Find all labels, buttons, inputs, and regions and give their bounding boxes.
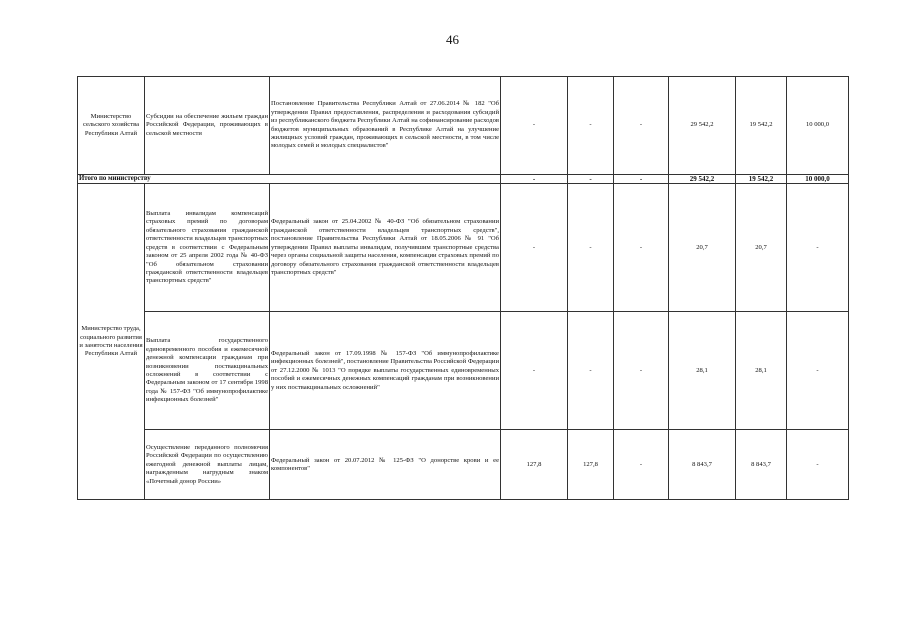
value-cell: - [787,184,849,312]
table-row [78,77,849,175]
value-cell: 10 000,0 [787,77,849,175]
value-cell: - [568,312,614,430]
value-cell: - [501,312,568,430]
ministry-cell: Министерство труда, социального развития и занятости населения Республики Алтай [78,184,145,500]
total-value: 29 542,2 [669,175,736,184]
total-value: - [614,175,669,184]
total-value: - [501,175,568,184]
table-row [78,184,849,312]
value-cell: - [568,184,614,312]
total-value: 19 542,2 [736,175,787,184]
subsidy-cell: Субсидии на обеспечение жильем граждан Российской Федерации, проживающих в сельской местности [145,77,270,175]
value-cell: - [614,77,669,175]
table-row [78,430,849,500]
total-label: Итого по министерству [78,175,501,184]
page-number: 46 [446,32,459,47]
value-cell: - [501,77,568,175]
value-cell: 20,7 [736,184,787,312]
ministry-cell: Министерство сельского хозяйства Республики Алтай [78,77,145,175]
value-cell: 8 843,7 [736,430,787,500]
value-cell: 28,1 [736,312,787,430]
legal-basis-cell: Федеральный закон от 20.07.2012 № 125-ФЗ "О донорстве крови и ее компонентов" [270,430,501,500]
value-cell: - [614,184,669,312]
value-cell: - [614,312,669,430]
value-cell: 127,8 [568,430,614,500]
legal-basis-cell: Федеральный закон от 25.04.2002 № 40-ФЗ "Об обязательном страховании гражданской ответственности владельцев транспортных средств", постановление Правительства Республики Алтай от 18.05.2006 № 91 "Об утверждении Правил выплаты инвалидам, получившим транспортные средства через органы социальной защиты населения, компенсации страховых премий по договору обязательного страхования гражданской ответственности владельцев транспортных средств" [270,184,501,312]
value-cell: 20,7 [669,184,736,312]
value-cell: 127,8 [501,430,568,500]
legal-basis-cell: Постановление Правительства Республики Алтай от 27.06.2014 № 182 "Об утверждении Правил предоставления, распределения и расходования субсидий из республиканского бюджета Республики Алтай на софинансирование расходов бюджетов муниципальных образований в Республике Алтай на улучшение жилищных условий граждан, проживающих в сельской местности, в том числе молодых семей и молодых специалистов" [270,77,501,175]
value-cell: - [568,77,614,175]
value-cell: - [787,430,849,500]
total-value: - [568,175,614,184]
value-cell: - [501,184,568,312]
value-cell: 28,1 [669,312,736,430]
value-cell: 19 542,2 [736,77,787,175]
value-cell: 29 542,2 [669,77,736,175]
total-row [78,175,849,184]
value-cell: 8 843,7 [669,430,736,500]
subsidy-cell: Выплата инвалидам компенсаций страховых премий по договорам обязательного страхования гражданской ответственности владельцев транспортных средств в соответствии с Федеральным законом от 25 апреля 2002 года № 40-ФЗ "Об обязательном страховании гражданской ответственности владельцев транспортных средств" [145,184,270,312]
total-value: 10 000,0 [787,175,849,184]
value-cell: - [787,312,849,430]
table-row [78,312,849,430]
subsidy-cell: Осуществление переданного полномочия Российской Федерации по осуществлению ежегодной денежной выплаты лицам, награжденным нагрудным знаком «Почетный донор России» [145,430,270,500]
subsidies-table [77,76,849,500]
subsidy-cell: Выплата государственного единовременного пособия и ежемесячной денежной компенсации гражданам при возникновении поствакцинальных осложнений в соответствии с Федеральным законом от 17 сентября 1998 года № 157-ФЗ "Об иммунопрофилактике инфекционных болезней" [145,312,270,430]
legal-basis-cell: Федеральный закон от 17.09.1998 № 157-ФЗ "Об иммунопрофилактике инфекционных болезней", постановление Правительства Российской Федерации от 27.12.2000 № 1013 "О порядке выплаты государственных единовременных пособий и ежемесячных денежных компенсаций гражданам при возникновении у них поствакцинальных осложнений" [270,312,501,430]
value-cell: - [614,430,669,500]
